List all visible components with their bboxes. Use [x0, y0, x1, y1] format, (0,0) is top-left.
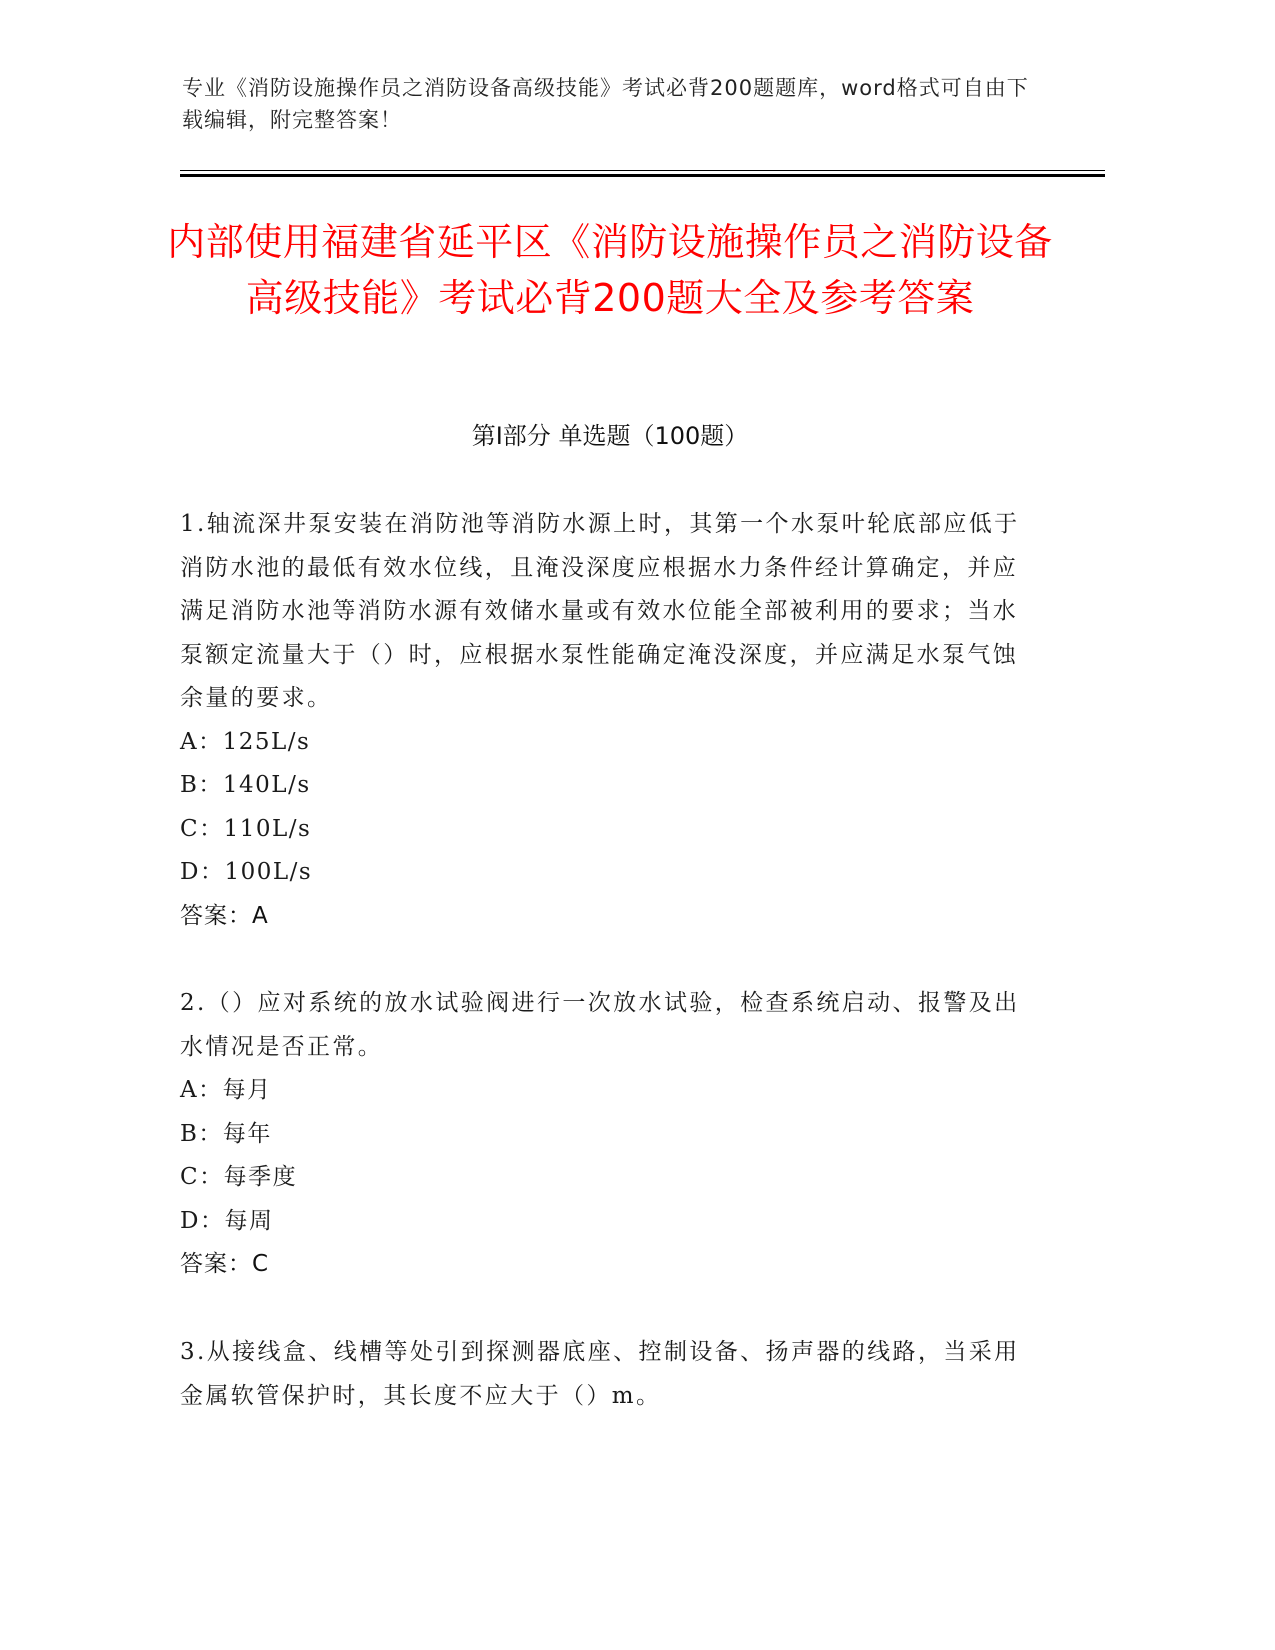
option-c: C：110L/s — [180, 815, 312, 842]
option-d: D：每周 — [180, 1207, 274, 1234]
question-stem: 2.（）应对系统的放水试验阀进行一次放水试验，检查系统启动、报警及出水情况是否正常。 — [180, 990, 1020, 1060]
question-stem: 1.轴流深井泵安装在消防池等消防水源上时，其第一个水泵叶轮底部应低于消防水池的最低有效水位线，且淹没深度应根据水力条件经计算确定，并应满足消防水池等消防水源有效储水量或有效水位能全部被利用的要求；当水泵额定流量大于（）时，应根据水泵性能确定淹没深度，并应满足水泵气蚀余量的要求。 — [180, 511, 1020, 711]
header-divider-thick — [180, 174, 1105, 177]
option-c: C：每季度 — [180, 1164, 298, 1190]
section-title: 第Ⅰ部分 单选题（100题） — [471, 422, 749, 450]
header-note: 专业《消防设施操作员之消防设备高级技能》考试必背200题题库，word格式可自由下载编辑，附完整答案！ — [182, 76, 1029, 132]
option-a: A：每月 — [180, 1077, 272, 1103]
answer: 答案：A — [180, 902, 269, 929]
header-divider-thin — [180, 170, 1105, 171]
option-b: B：140L/s — [180, 772, 311, 798]
question-3 — [180, 1331, 1020, 1418]
option-d: D：100L/s — [180, 859, 313, 885]
question-1 — [180, 503, 1020, 938]
document-title: 内部使用福建省延平区《消防设施操作员之消防设备高级技能》考试必背200题大全及参考答案 — [167, 220, 1053, 320]
answer: 答案：C — [180, 1251, 270, 1277]
question-2 — [180, 982, 1020, 1287]
question-stem: 3.从接线盒、线槽等处引到探测器底座、控制设备、扬声器的线路，当采用金属软管保护时，其长度不应大于（）m。 — [180, 1339, 1020, 1409]
option-a: A：125L/s — [180, 728, 311, 755]
option-b: B：每年 — [180, 1120, 272, 1147]
